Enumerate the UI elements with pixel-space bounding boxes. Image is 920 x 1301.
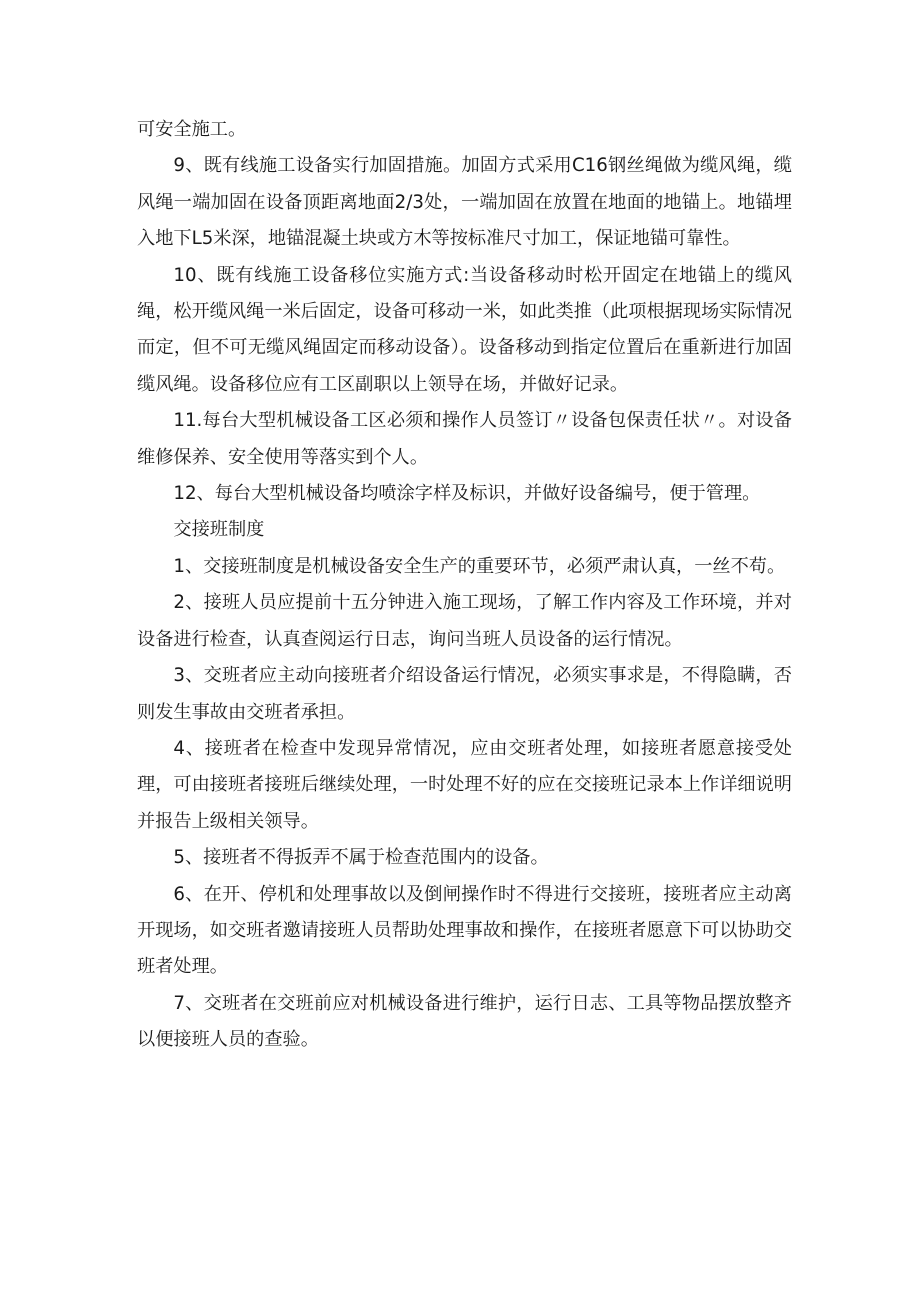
paragraph-continuation: 可安全施工。: [137, 119, 247, 140]
paragraph-rule-2: 2、接班人员应提前十五分钟进入施工现场，了解工作内容及工作环境，并对设备进行检查，认真查阅运行日志，询问当班人员设备的运行情况。: [137, 592, 792, 650]
paragraph-item-11: 11.每台大型机械设备工区必须和操作人员签订〃设备包保责任状〃。对设备维修保养、安全使用等落实到个人。: [137, 410, 792, 468]
paragraph-item-9: 9、既有线施工设备实行加固措施。加固方式采用C16钢丝绳做为缆风绳，缆风绳一端加固在设备顶距离地面2/3处，一端加固在放置在地面的地锚上。地锚埋入地下L5米深，地锚混凝土块或方木等按标准尺寸加工，保证地锚可靠性。: [137, 155, 792, 250]
paragraph-rule-1: 1、交接班制度是机械设备安全生产的重要环节，必须严肃认真，一丝不苟。: [173, 555, 786, 577]
document-body: [137, 112, 792, 1059]
paragraph-rule-5: 5、接班者不得扳弄不属于检查范围内的设备。: [173, 847, 549, 869]
paragraph-rule-3: 3、交班者应主动向接班者介绍设备运行情况，必须实事求是，不得隐瞒，否则发生事故由交班者承担。: [137, 665, 792, 723]
paragraph-rule-4: 4、接班者在检查中发现异常情况，应由交班者处理，如接班者愿意接受处理，可由接班者接班后继续处理，一时处理不好的应在交接班记录本上作详细说明并报告上级相关领导。: [137, 737, 792, 832]
paragraph-rule-7: 7、交班者在交班前应对机械设备进行维护，运行日志、工具等物品摆放整齐以便接班人员的查验。: [137, 992, 792, 1051]
paragraph-rule-6: 6、在开、停机和处理事故以及倒闸操作时不得进行交接班，接班者应主动离开现场，如交班者邀请接班人员帮助处理事故和操作，在接班者愿意下可以协助交班者处理。: [137, 883, 792, 978]
paragraph-item-12: 12、每台大型机械设备均喷涂字样及标识，并做好设备编号，便于管理。: [173, 483, 761, 505]
paragraph-item-10: 10、既有线施工设备移位实施方式:当设备移动时松开固定在地锚上的缆风绳，松开缆风绳一米后固定，设备可移动一米，如此类推（此项根据现场实际情况而定，但不可无缆风绳固定而移动设备）。设备移动到指定位置后在重新进行加固缆风绳。设备移位应有工区副职以上领导在场，并做好记录。: [137, 264, 792, 395]
section-heading: 交接班制度: [173, 519, 265, 541]
